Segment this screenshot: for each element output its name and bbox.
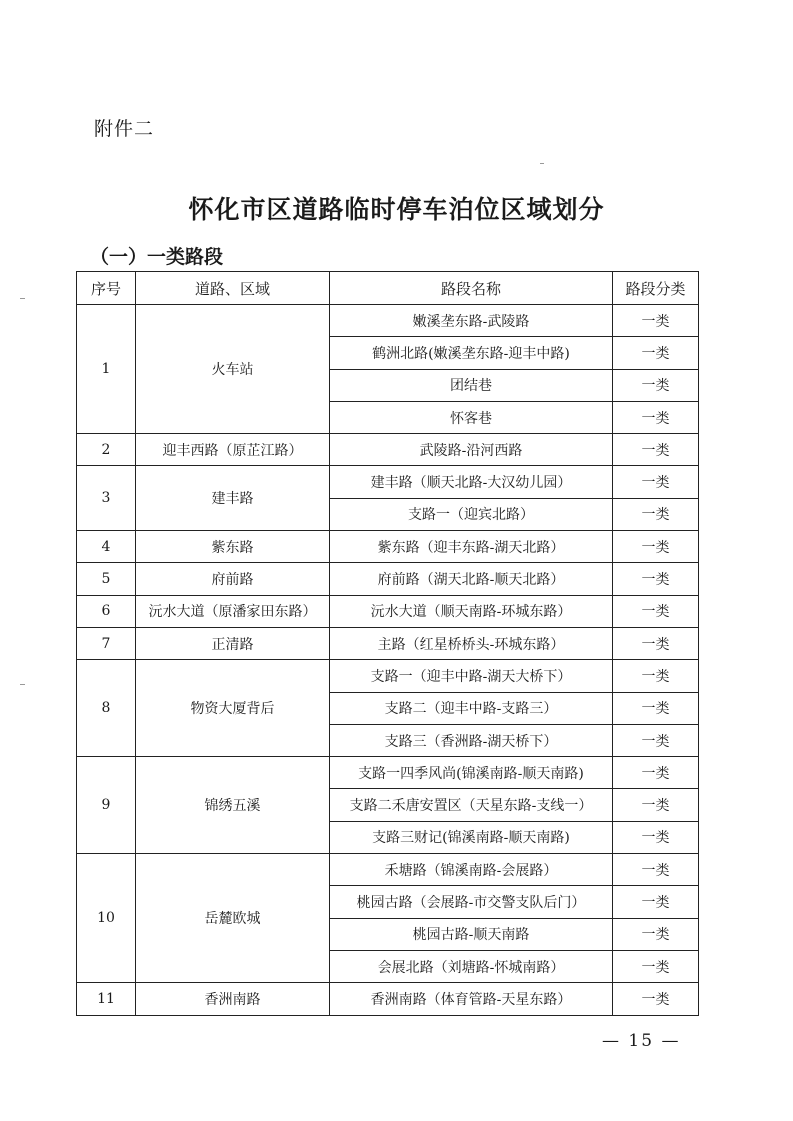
row-number: 10 bbox=[77, 854, 136, 983]
segment-name: 桃园古路-顺天南路 bbox=[330, 918, 613, 950]
table-row bbox=[77, 983, 699, 1015]
attachment-label: 附件二 bbox=[94, 118, 155, 140]
segment-name: 武陵路-沿河西路 bbox=[330, 434, 613, 466]
scan-speck bbox=[20, 298, 25, 299]
road-area: 岳麓欧城 bbox=[136, 854, 330, 983]
segment-category: 一类 bbox=[613, 305, 699, 337]
segment-category: 一类 bbox=[613, 983, 699, 1015]
table-row bbox=[77, 434, 699, 466]
segment-category: 一类 bbox=[613, 757, 699, 789]
segment-name: 支路一四季风尚(锦溪南路-顺天南路) bbox=[330, 757, 613, 789]
scan-speck bbox=[20, 684, 25, 685]
segment-category: 一类 bbox=[613, 886, 699, 918]
segment-category: 一类 bbox=[613, 724, 699, 756]
segment-name: 建丰路（顺天北路-大汉幼儿园） bbox=[330, 466, 613, 498]
road-area: 火车站 bbox=[136, 305, 330, 434]
segment-category: 一类 bbox=[613, 531, 699, 563]
segment-category: 一类 bbox=[613, 821, 699, 853]
row-number: 3 bbox=[77, 466, 136, 531]
segment-name: 怀客巷 bbox=[330, 401, 613, 433]
header-segment-category: 路段分类 bbox=[613, 272, 699, 305]
segment-name: 支路三财记(锦溪南路-顺天南路) bbox=[330, 821, 613, 853]
road-area: 府前路 bbox=[136, 563, 330, 595]
table-row bbox=[77, 627, 699, 659]
segment-category: 一类 bbox=[613, 401, 699, 433]
road-area: 物资大厦背后 bbox=[136, 660, 330, 757]
page-number: — 15 — bbox=[602, 1031, 681, 1051]
header-segment-name: 路段名称 bbox=[330, 272, 613, 305]
row-number: 2 bbox=[77, 434, 136, 466]
segment-name: 禾塘路（锦溪南路-会展路） bbox=[330, 854, 613, 886]
segment-category: 一类 bbox=[613, 595, 699, 627]
segment-name: 紫东路（迎丰东路-湖天北路） bbox=[330, 531, 613, 563]
segment-category: 一类 bbox=[613, 434, 699, 466]
road-area: 正清路 bbox=[136, 627, 330, 659]
header-number: 序号 bbox=[77, 272, 136, 305]
segment-name: 桃园古路（会展路-市交警支队后门） bbox=[330, 886, 613, 918]
segment-name: 会展北路（刘塘路-怀城南路） bbox=[330, 950, 613, 982]
segment-category: 一类 bbox=[613, 563, 699, 595]
table-body bbox=[77, 305, 699, 1016]
table-row bbox=[77, 466, 699, 498]
segment-name: 鹤洲北路(嫩溪垄东路-迎丰中路) bbox=[330, 337, 613, 369]
segment-category: 一类 bbox=[613, 950, 699, 982]
segment-name: 支路二（迎丰中路-支路三） bbox=[330, 692, 613, 724]
table-row bbox=[77, 757, 699, 789]
parking-zone-table bbox=[76, 271, 699, 1016]
document-title: 怀化市区道路临时停车泊位区域划分 bbox=[188, 195, 605, 224]
segment-name: 香洲南路（体育管路-天星东路） bbox=[330, 983, 613, 1015]
row-number: 8 bbox=[77, 660, 136, 757]
section-heading: （一）一类路段 bbox=[90, 246, 224, 268]
segment-category: 一类 bbox=[613, 498, 699, 530]
table-row bbox=[77, 854, 699, 886]
row-number: 6 bbox=[77, 595, 136, 627]
road-area: 建丰路 bbox=[136, 466, 330, 531]
segment-name: 沅水大道（顺天南路-环城东路） bbox=[330, 595, 613, 627]
road-area: 沅水大道（原潘家田东路） bbox=[136, 595, 330, 627]
header-road-area: 道路、区域 bbox=[136, 272, 330, 305]
table-row bbox=[77, 531, 699, 563]
road-area: 香洲南路 bbox=[136, 983, 330, 1015]
table-row bbox=[77, 305, 699, 337]
row-number: 4 bbox=[77, 531, 136, 563]
segment-name: 支路二禾唐安置区（天星东路-支线一） bbox=[330, 789, 613, 821]
segment-name: 支路一（迎宾北路） bbox=[330, 498, 613, 530]
road-area: 锦绣五溪 bbox=[136, 757, 330, 854]
segment-category: 一类 bbox=[613, 369, 699, 401]
row-number: 1 bbox=[77, 305, 136, 434]
segment-name: 团结巷 bbox=[330, 369, 613, 401]
scan-speck bbox=[540, 163, 544, 164]
segment-name: 府前路（湖天北路-顺天北路） bbox=[330, 563, 613, 595]
segment-category: 一类 bbox=[613, 918, 699, 950]
segment-category: 一类 bbox=[613, 337, 699, 369]
table-row bbox=[77, 563, 699, 595]
table-row bbox=[77, 660, 699, 692]
segment-category: 一类 bbox=[613, 627, 699, 659]
row-number: 9 bbox=[77, 757, 136, 854]
row-number: 7 bbox=[77, 627, 136, 659]
segment-name: 支路三（香洲路-湖天桥下） bbox=[330, 724, 613, 756]
road-area: 紫东路 bbox=[136, 531, 330, 563]
road-area: 迎丰西路（原芷江路） bbox=[136, 434, 330, 466]
row-number: 5 bbox=[77, 563, 136, 595]
table-header-row bbox=[77, 272, 699, 305]
segment-name: 嫩溪垄东路-武陵路 bbox=[330, 305, 613, 337]
segment-category: 一类 bbox=[613, 660, 699, 692]
segment-category: 一类 bbox=[613, 854, 699, 886]
row-number: 11 bbox=[77, 983, 136, 1015]
segment-category: 一类 bbox=[613, 789, 699, 821]
segment-name: 支路一（迎丰中路-湖天大桥下） bbox=[330, 660, 613, 692]
segment-name: 主路（红星桥桥头-环城东路） bbox=[330, 627, 613, 659]
segment-category: 一类 bbox=[613, 466, 699, 498]
table-row bbox=[77, 595, 699, 627]
segment-category: 一类 bbox=[613, 692, 699, 724]
